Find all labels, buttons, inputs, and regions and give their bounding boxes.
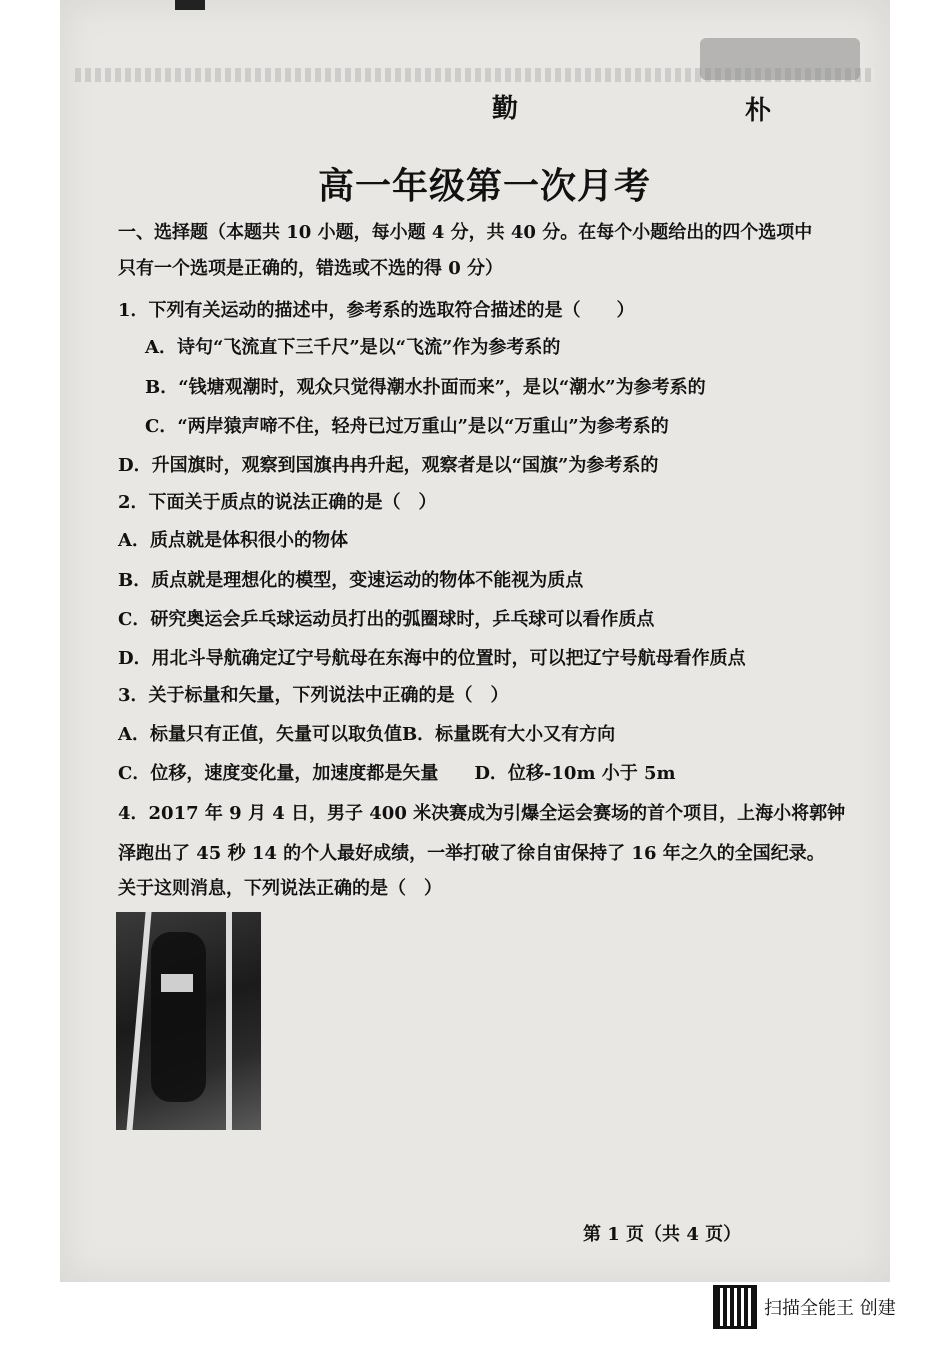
page-number: 第 1 页（共 4 页） <box>583 1224 742 1245</box>
question-1-stem: 1．下列有关运动的描述中，参考系的选取符合描述的是（ ） <box>118 300 635 321</box>
scan-artifact <box>175 0 205 10</box>
qr-code-icon <box>713 1285 757 1329</box>
question-1-option-d: D．升国旗时，观察到国旗冉冉升起，观察者是以“国旗”为参考系的 <box>118 455 659 476</box>
question-3-options-cd: C．位移，速度变化量，加速度都是矢量 D．位移-10m 小于 5m <box>118 763 676 784</box>
question-1-option-b: B．“钱塘观潮时，观众只觉得潮水扑面而来”，是以“潮水”为参考系的 <box>145 377 706 398</box>
question-3-stem: 3．关于标量和矢量，下列说法中正确的是（ ） <box>118 685 509 706</box>
question-1-option-a: A．诗句“飞流直下三千尺”是以“飞流”作为参考系的 <box>145 337 561 358</box>
motto-right: 朴 <box>745 96 772 126</box>
header-stamp <box>700 38 860 80</box>
question-2-option-a: A．质点就是体积很小的物体 <box>118 530 348 551</box>
question-4-line-1: 4．2017 年 9 月 4 日，男子 400 米决赛成为引爆全运会赛场的首个项目，上海小将郭钟 <box>118 803 846 824</box>
question-1-option-c: C．“两岸猿声啼不住，轻舟已过万重山”是以“万重山”为参考系的 <box>145 416 669 437</box>
question-2-option-b: B．质点就是理想化的模型，变速运动的物体不能视为质点 <box>118 570 584 591</box>
section-heading-1: 一、选择题（本题共 10 小题，每小题 4 分，共 40 分。在每个小题给出的四个选项中 <box>118 222 813 243</box>
section-heading-2: 只有一个选项是正确的，错选或不选的得 0 分） <box>118 258 504 279</box>
question-3-options-ab: A．标量只有正值，矢量可以取负值B．标量既有大小又有方向 <box>118 724 616 745</box>
question-4-line-3: 关于这则消息，下列说法正确的是（ ） <box>118 878 442 899</box>
track-lane-line <box>126 912 151 1130</box>
motto-left: 勤 <box>492 94 519 124</box>
runner-bib <box>161 974 193 992</box>
scanner-watermark: 扫描全能王 创建 <box>764 1298 896 1319</box>
track-lane-line <box>226 912 232 1130</box>
question-2-option-d: D．用北斗导航确定辽宁号航母在东海中的位置时，可以把辽宁号航母看作质点 <box>118 648 746 669</box>
runner-photo <box>116 912 261 1130</box>
question-4-line-2: 泽跑出了 45 秒 14 的个人最好成绩，一举打破了徐自宙保持了 16 年之久的全国纪录。 <box>118 843 825 864</box>
page-title: 高一年级第一次月考 <box>318 165 652 207</box>
question-2-option-c: C．研究奥运会乒乓球运动员打出的弧圈球时，乒乓球可以看作质点 <box>118 609 655 630</box>
runner-figure <box>151 932 206 1102</box>
question-2-stem: 2．下面关于质点的说法正确的是（ ） <box>118 492 437 513</box>
